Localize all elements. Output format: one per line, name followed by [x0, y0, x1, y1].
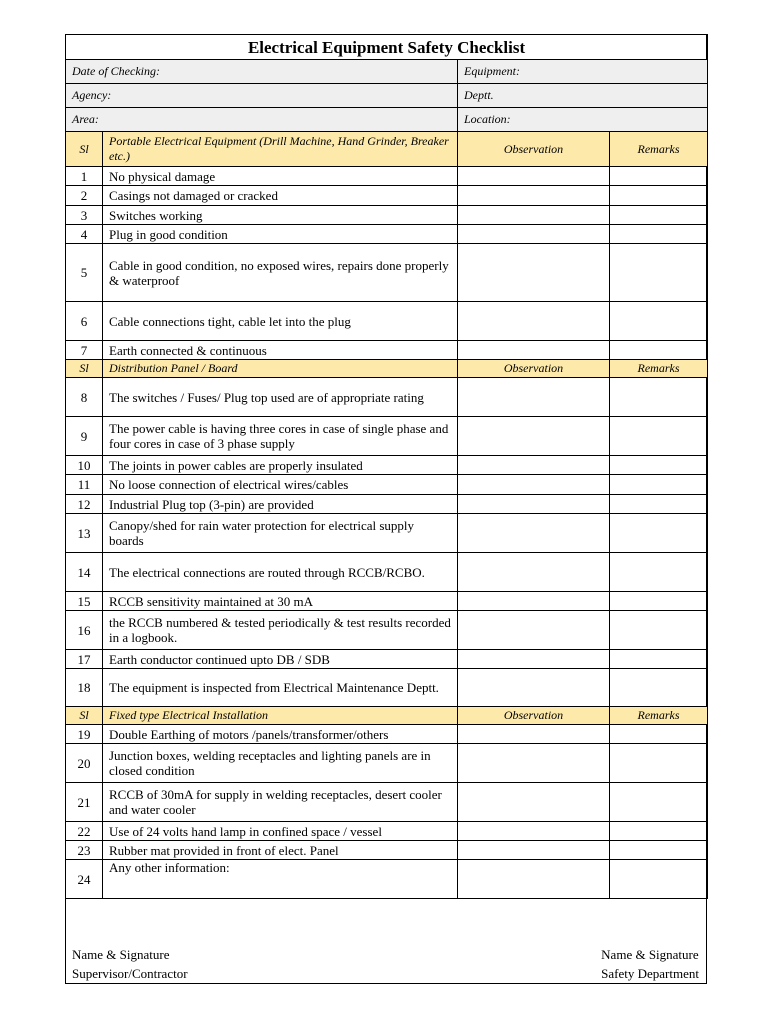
checklist-row — [66, 841, 708, 860]
remarks-cell[interactable] — [610, 553, 708, 592]
date-of-checking-field[interactable]: Date of Checking: — [66, 60, 458, 84]
remarks-cell[interactable] — [610, 495, 708, 514]
deptt-field[interactable]: Deptt. — [458, 84, 708, 108]
section-heading: Distribution Panel / Board — [103, 360, 458, 378]
remarks-cell[interactable] — [610, 841, 708, 860]
item-text: No loose connection of electrical wires/cables — [103, 475, 458, 495]
item-number: 22 — [66, 822, 103, 841]
page-title: Electrical Equipment Safety Checklist — [66, 35, 708, 60]
meta-row-date — [66, 60, 708, 84]
observation-cell[interactable] — [458, 495, 610, 514]
observation-cell[interactable] — [458, 456, 610, 475]
item-text: Cable in good condition, no exposed wires, repairs done properly & waterproof — [103, 244, 458, 302]
observation-cell[interactable] — [458, 725, 610, 744]
area-field[interactable]: Area: — [66, 108, 458, 132]
item-text: RCCB sensitivity maintained at 30 mA — [103, 592, 458, 611]
item-text: The electrical connections are routed through RCCB/RCBO. — [103, 553, 458, 592]
section-header-row — [66, 707, 708, 725]
item-number: 13 — [66, 514, 103, 553]
observation-cell[interactable] — [458, 860, 610, 899]
item-text: No physical damage — [103, 167, 458, 186]
item-text: The equipment is inspected from Electrical Maintenance Deptt. — [103, 669, 458, 707]
remarks-cell[interactable] — [610, 650, 708, 669]
observation-cell[interactable] — [458, 553, 610, 592]
item-number: 20 — [66, 744, 103, 783]
checklist-row — [66, 186, 708, 206]
item-number: 23 — [66, 841, 103, 860]
item-text: Casings not damaged or cracked — [103, 186, 458, 206]
observation-header: Observation — [458, 132, 610, 167]
item-text: The switches / Fuses/ Plug top used are of appropriate rating — [103, 378, 458, 417]
location-field[interactable]: Location: — [458, 108, 708, 132]
item-number: 12 — [66, 495, 103, 514]
checklist-row — [66, 783, 708, 822]
observation-cell[interactable] — [458, 302, 610, 341]
observation-cell[interactable] — [458, 225, 610, 244]
checklist-row — [66, 650, 708, 669]
checklist-row — [66, 495, 708, 514]
remarks-cell[interactable] — [610, 341, 708, 360]
remarks-header: Remarks — [610, 360, 708, 378]
observation-cell[interactable] — [458, 669, 610, 707]
remarks-cell[interactable] — [610, 167, 708, 186]
remarks-cell[interactable] — [610, 378, 708, 417]
item-text: Double Earthing of motors /panels/transformer/others — [103, 725, 458, 744]
checklist-row — [66, 244, 708, 302]
checklist-row — [66, 417, 708, 456]
item-number: 6 — [66, 302, 103, 341]
footer-safety-signature — [601, 945, 699, 983]
observation-cell[interactable] — [458, 186, 610, 206]
item-number: 8 — [66, 378, 103, 417]
item-text: Junction boxes, welding receptacles and lighting panels are in closed condition — [103, 744, 458, 783]
item-text: Earth connected & continuous — [103, 341, 458, 360]
checklist-row — [66, 514, 708, 553]
footer-right-line1: Name & Signature — [601, 947, 699, 962]
remarks-cell[interactable] — [610, 475, 708, 495]
checklist-row — [66, 822, 708, 841]
remarks-cell[interactable] — [610, 244, 708, 302]
checklist-row — [66, 553, 708, 592]
remarks-cell[interactable] — [610, 822, 708, 841]
observation-cell[interactable] — [458, 744, 610, 783]
item-number: 18 — [66, 669, 103, 707]
item-text: RCCB of 30mA for supply in welding receptacles, desert cooler and water cooler — [103, 783, 458, 822]
item-text: Rubber mat provided in front of elect. Panel — [103, 841, 458, 860]
item-number: 24 — [66, 860, 103, 899]
remarks-header: Remarks — [610, 707, 708, 725]
item-text: The joints in power cables are properly insulated — [103, 456, 458, 475]
item-text: The power cable is having three cores in case of single phase and four cores in case of 3 phase supply — [103, 417, 458, 456]
observation-cell[interactable] — [458, 514, 610, 553]
item-number: 16 — [66, 611, 103, 650]
observation-header: Observation — [458, 360, 610, 378]
item-number: 9 — [66, 417, 103, 456]
footer-right-line2: Safety Department — [601, 966, 699, 981]
remarks-cell[interactable] — [610, 186, 708, 206]
section-heading: Portable Electrical Equipment (Drill Machine, Hand Grinder, Breaker etc.) — [103, 132, 458, 167]
item-number: 19 — [66, 725, 103, 744]
item-number: 4 — [66, 225, 103, 244]
item-text: Earth conductor continued upto DB / SDB — [103, 650, 458, 669]
item-number: 7 — [66, 341, 103, 360]
observation-cell[interactable] — [458, 592, 610, 611]
checklist-row — [66, 341, 708, 360]
footer-left-line1: Name & Signature — [72, 947, 170, 962]
observation-cell[interactable] — [458, 167, 610, 186]
title-row — [66, 35, 708, 60]
checklist-row — [66, 206, 708, 225]
meta-row-area — [66, 108, 708, 132]
item-text: Any other information: — [103, 860, 458, 899]
observation-cell[interactable] — [458, 417, 610, 456]
checklist-sheet — [65, 34, 707, 984]
checklist-row — [66, 611, 708, 650]
item-text: Use of 24 volts hand lamp in confined space / vessel — [103, 822, 458, 841]
observation-cell[interactable] — [458, 206, 610, 225]
checklist-row — [66, 302, 708, 341]
item-number: 15 — [66, 592, 103, 611]
remarks-cell[interactable] — [610, 302, 708, 341]
checklist-table — [65, 34, 708, 899]
checklist-row — [66, 378, 708, 417]
observation-cell[interactable] — [458, 244, 610, 302]
remarks-cell[interactable] — [610, 417, 708, 456]
checklist-row — [66, 725, 708, 744]
observation-cell[interactable] — [458, 841, 610, 860]
section-header-row — [66, 360, 708, 378]
remarks-cell[interactable] — [610, 456, 708, 475]
observation-cell[interactable] — [458, 341, 610, 360]
observation-header: Observation — [458, 707, 610, 725]
section-heading: Fixed type Electrical Installation — [103, 707, 458, 725]
item-text: Plug in good condition — [103, 225, 458, 244]
item-number: 1 — [66, 167, 103, 186]
item-text: Industrial Plug top (3-pin) are provided — [103, 495, 458, 514]
observation-cell[interactable] — [458, 650, 610, 669]
checklist-row — [66, 475, 708, 495]
remarks-cell[interactable] — [610, 669, 708, 707]
remarks-cell[interactable] — [610, 860, 708, 899]
observation-cell[interactable] — [458, 475, 610, 495]
meta-row-agency — [66, 84, 708, 108]
item-text: the RCCB numbered & tested periodically & test results recorded in a logbook. — [103, 611, 458, 650]
item-number: 2 — [66, 186, 103, 206]
observation-cell[interactable] — [458, 822, 610, 841]
item-number: 10 — [66, 456, 103, 475]
checklist-row — [66, 167, 708, 186]
item-text: Canopy/shed for rain water protection for electrical supply boards — [103, 514, 458, 553]
remarks-cell[interactable] — [610, 592, 708, 611]
remarks-cell[interactable] — [610, 514, 708, 553]
checklist-row — [66, 860, 708, 899]
remarks-cell[interactable] — [610, 206, 708, 225]
item-number: 17 — [66, 650, 103, 669]
item-text: Cable connections tight, cable let into the plug — [103, 302, 458, 341]
footer-left-line2: Supervisor/Contractor — [72, 966, 188, 981]
checklist-row — [66, 456, 708, 475]
remarks-cell[interactable] — [610, 611, 708, 650]
remarks-cell[interactable] — [610, 225, 708, 244]
checklist-row — [66, 669, 708, 707]
observation-cell[interactable] — [458, 783, 610, 822]
checklist-row — [66, 225, 708, 244]
item-number: 5 — [66, 244, 103, 302]
agency-field[interactable]: Agency: — [66, 84, 458, 108]
remarks-cell[interactable] — [610, 783, 708, 822]
remarks-cell[interactable] — [610, 744, 708, 783]
observation-cell[interactable] — [458, 378, 610, 417]
observation-cell[interactable] — [458, 611, 610, 650]
equipment-field[interactable]: Equipment: — [458, 60, 708, 84]
remarks-header: Remarks — [610, 132, 708, 167]
sl-header: Sl — [66, 707, 103, 725]
item-number: 11 — [66, 475, 103, 495]
checklist-row — [66, 744, 708, 783]
sl-header: Sl — [66, 360, 103, 378]
item-number: 3 — [66, 206, 103, 225]
sl-header: Sl — [66, 132, 103, 167]
checklist-row — [66, 592, 708, 611]
footer-supervisor-signature — [72, 945, 188, 983]
item-number: 14 — [66, 553, 103, 592]
section-header-row — [66, 132, 708, 167]
item-text: Switches working — [103, 206, 458, 225]
remarks-cell[interactable] — [610, 725, 708, 744]
item-number: 21 — [66, 783, 103, 822]
